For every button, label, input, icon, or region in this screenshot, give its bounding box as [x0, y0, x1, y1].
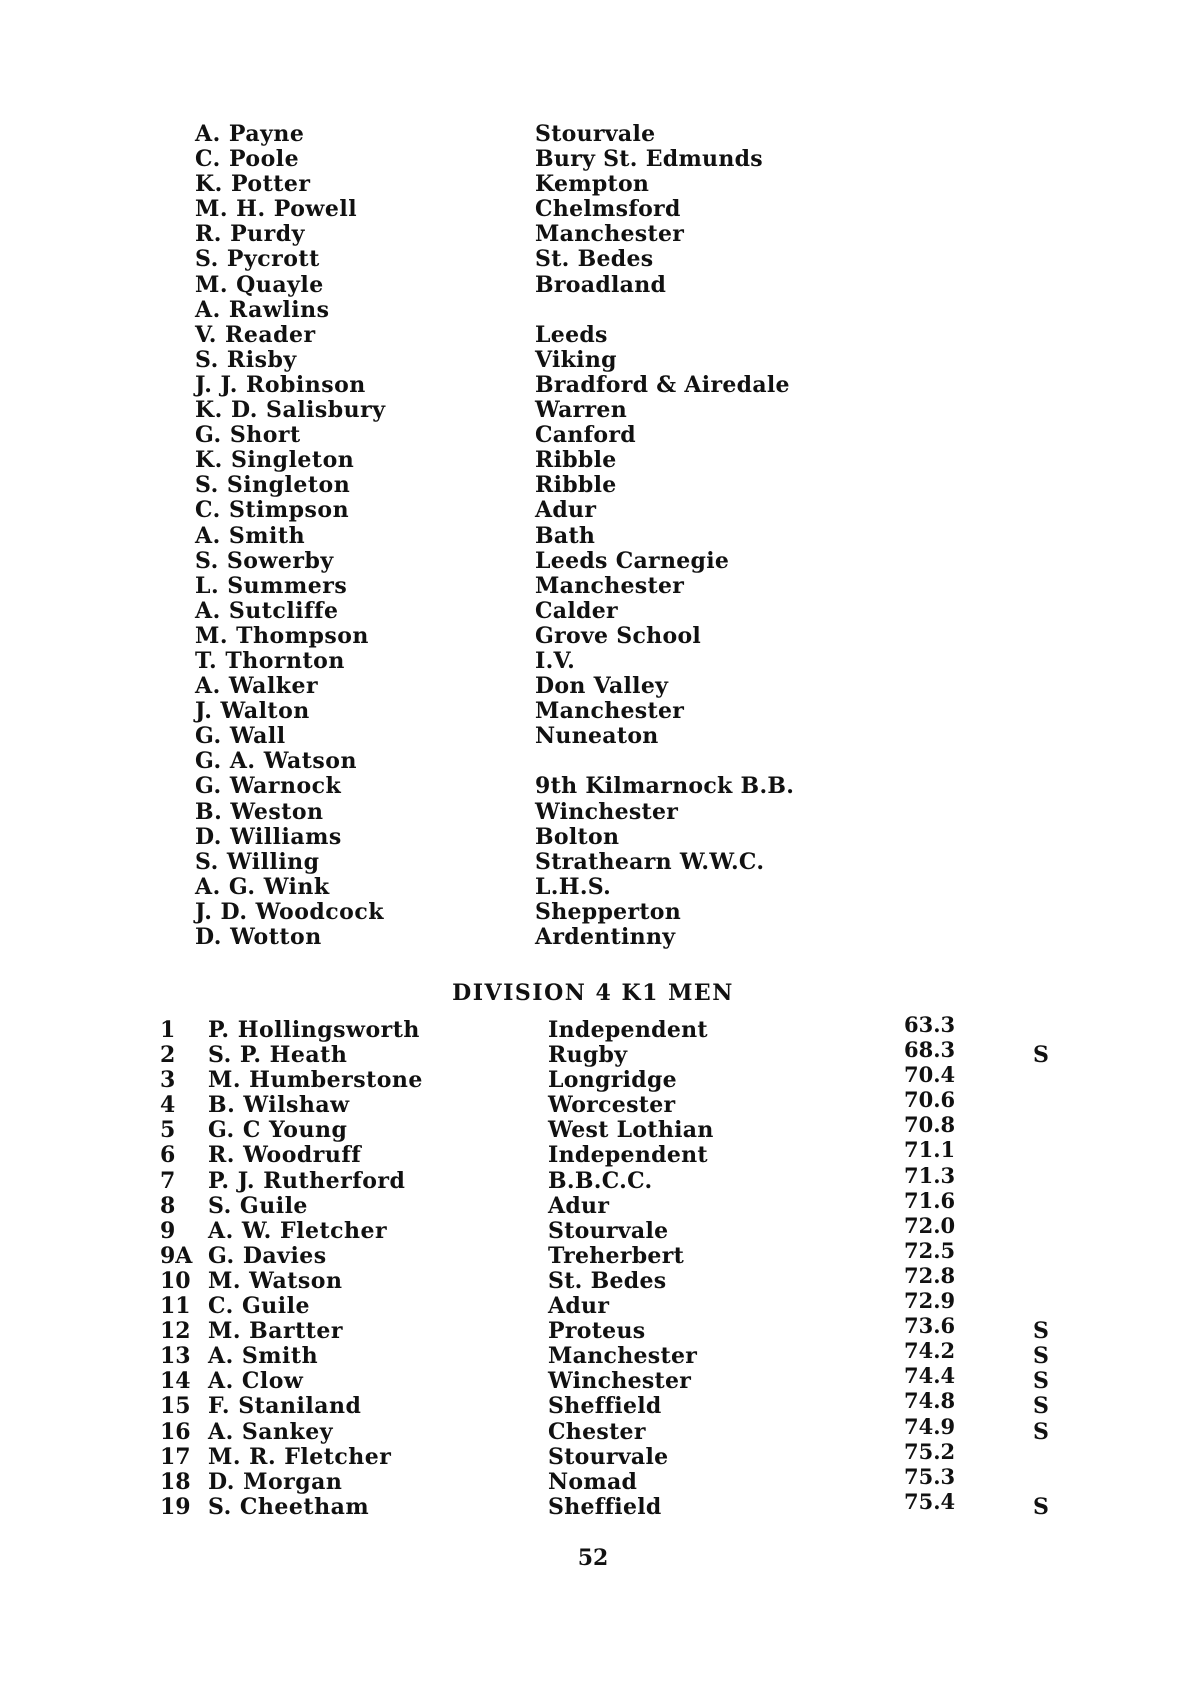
entrant-name: A. G. Wink	[195, 873, 330, 900]
result-time: 72.9	[904, 1288, 956, 1314]
entrant-name: B. Weston	[195, 798, 324, 825]
result-time: 74.8	[904, 1388, 956, 1414]
result-club: Chester	[548, 1418, 646, 1445]
entrant-name: C. Poole	[195, 146, 300, 173]
entrant-club: I.V.	[535, 647, 576, 674]
entrant-name: D. Wotton	[195, 924, 322, 950]
result-flag: S	[1033, 1418, 1049, 1445]
result-name: M. Humberstone	[208, 1067, 423, 1094]
entrant-club: L.H.S.	[535, 873, 612, 900]
result-name: M. Bartter	[208, 1318, 344, 1345]
entrant-name: G. Short	[195, 422, 301, 449]
result-position: 2	[160, 1042, 176, 1069]
entrant-name: C. Stimpson	[195, 497, 350, 524]
result-time: 71.3	[904, 1162, 956, 1188]
entrant-name: J. Walton	[195, 698, 310, 725]
entrant-name: M. H. Powell	[195, 196, 358, 223]
result-club: Sheffield	[548, 1393, 662, 1420]
result-club: West Lothian	[548, 1117, 714, 1144]
result-club: Winchester	[548, 1368, 692, 1395]
entrant-club: Leeds	[535, 321, 608, 348]
result-club: Manchester	[548, 1343, 698, 1370]
entrant-club: Ardentinny	[535, 924, 676, 950]
result-position: 6	[160, 1142, 176, 1169]
result-club: Adur	[548, 1192, 610, 1219]
result-club: Worcester	[548, 1092, 676, 1119]
result-name: P. J. Rutherford	[208, 1167, 406, 1194]
result-name: M. R. Fletcher	[208, 1443, 392, 1470]
result-time: 74.4	[904, 1363, 956, 1389]
result-time: 72.8	[904, 1262, 956, 1288]
result-name: G. C Young	[208, 1117, 348, 1144]
entrant-club: Strathearn W.W.C.	[535, 848, 765, 875]
entrant-name: M. Quayle	[195, 271, 324, 298]
entrant-name: K. Potter	[195, 171, 311, 198]
result-position: 5	[160, 1117, 176, 1144]
result-name: D. Morgan	[208, 1468, 343, 1495]
entrant-name: J. D. Woodcock	[195, 898, 384, 925]
entrant-club: Adur	[535, 497, 597, 524]
result-name: P. Hollingsworth	[208, 1017, 420, 1043]
result-club: Proteus	[548, 1318, 646, 1345]
entrant-name: R. Purdy	[195, 221, 305, 248]
result-time: 70.4	[904, 1062, 956, 1088]
result-club: Nomad	[548, 1468, 638, 1495]
entrant-club: Ribble	[535, 447, 617, 474]
entrant-name: K. Singleton	[195, 447, 355, 474]
entrant-name: V. Reader	[195, 321, 316, 348]
result-flag: S	[1033, 1493, 1049, 1520]
result-name: A. W. Fletcher	[208, 1217, 388, 1244]
entrant-name: M. Thompson	[195, 622, 369, 649]
result-position: 4	[160, 1092, 176, 1119]
page-number: 52	[577, 1545, 609, 1571]
entrant-club: Bury St. Edmunds	[535, 146, 763, 173]
result-name: C. Guile	[208, 1293, 310, 1320]
entrant-name: S. Risby	[195, 346, 297, 373]
entrant-name: K. D. Salisbury	[195, 397, 386, 424]
result-position: 12	[160, 1318, 191, 1345]
entrant-club: St. Bedes	[535, 246, 654, 273]
result-time: 74.9	[904, 1413, 956, 1439]
result-position: 19	[160, 1493, 191, 1520]
result-time: 72.5	[904, 1237, 956, 1263]
result-position: 1	[160, 1017, 176, 1043]
entrant-club: Manchester	[535, 572, 685, 599]
entrant-club: Broadland	[535, 271, 667, 298]
entrant-club: Leeds Carnegie	[535, 547, 730, 574]
result-name: G. Davies	[208, 1242, 327, 1269]
result-flag: S	[1033, 1318, 1049, 1345]
result-position: 16	[160, 1418, 191, 1445]
result-club: Treherbert	[548, 1242, 685, 1269]
division-heading: DIVISION 4 K1 MEN	[452, 980, 734, 1006]
result-position: 3	[160, 1067, 176, 1094]
result-club: Stourvale	[548, 1443, 669, 1470]
entrant-name: T. Thornton	[195, 647, 345, 674]
result-club: Independent	[548, 1017, 708, 1043]
result-name: S. P. Heath	[208, 1042, 348, 1069]
result-club: St. Bedes	[548, 1267, 667, 1294]
entrant-name: S. Singleton	[195, 472, 351, 499]
entrant-name: A. Sutcliffe	[195, 597, 339, 624]
result-position: 13	[160, 1343, 191, 1370]
result-name: M. Watson	[208, 1267, 343, 1294]
entrant-name: S. Pycrott	[195, 246, 320, 273]
result-time: 63.3	[904, 1012, 956, 1037]
result-time: 71.6	[904, 1187, 956, 1213]
result-position: 7	[160, 1167, 176, 1194]
entrant-name: G. Wall	[195, 723, 286, 750]
result-position: 9	[160, 1217, 176, 1244]
entrant-club: Calder	[535, 597, 618, 624]
entrant-name: G. A. Watson	[195, 748, 357, 775]
entrant-name: S. Sowerby	[195, 547, 334, 574]
entrant-name: G. Warnock	[195, 773, 342, 800]
result-time: 68.3	[904, 1037, 956, 1063]
entrant-club: Shepperton	[535, 898, 682, 925]
entrant-name: S. Willing	[195, 848, 320, 875]
entrant-club: Viking	[535, 346, 617, 373]
entrant-name: D. Williams	[195, 823, 342, 850]
result-position: 14	[160, 1368, 191, 1395]
entrant-club: Bath	[535, 522, 596, 549]
result-club: Longridge	[548, 1067, 677, 1094]
result-time: 70.8	[904, 1112, 956, 1138]
result-name: A. Sankey	[208, 1418, 334, 1445]
entrant-club: Kempton	[535, 171, 650, 198]
entrant-club: Manchester	[535, 221, 685, 248]
entrant-club: Winchester	[535, 798, 679, 825]
result-position: 9A	[160, 1242, 193, 1269]
result-flag: S	[1033, 1393, 1049, 1420]
result-club: Stourvale	[548, 1217, 669, 1244]
entrant-club: 9th Kilmarnock B.B.	[535, 773, 795, 800]
entrant-name: A. Smith	[195, 522, 306, 549]
result-name: A. Smith	[208, 1343, 319, 1370]
result-position: 10	[160, 1267, 191, 1294]
entrant-name: L. Summers	[195, 572, 348, 599]
entrant-club: Manchester	[535, 698, 685, 725]
result-name: R. Woodruff	[208, 1142, 362, 1169]
result-name: A. Clow	[208, 1368, 304, 1395]
entrant-club: Chelmsford	[535, 196, 681, 223]
result-flag: S	[1033, 1368, 1049, 1395]
entrant-club: Don Valley	[535, 673, 669, 700]
result-position: 18	[160, 1468, 191, 1495]
entrant-club: Grove School	[535, 622, 702, 649]
result-name: F. Staniland	[208, 1393, 362, 1420]
result-time: 73.6	[904, 1313, 956, 1339]
result-time: 75.3	[904, 1463, 956, 1489]
result-time: 72.0	[904, 1212, 956, 1238]
entrant-club: Stourvale	[535, 121, 656, 147]
entrant-name: J. J. Robinson	[195, 371, 366, 398]
result-club: Rugby	[548, 1042, 628, 1069]
entrant-club: Ribble	[535, 472, 617, 499]
result-flag: S	[1033, 1042, 1049, 1069]
result-club: B.B.C.C.	[548, 1167, 653, 1194]
entrant-club: Warren	[535, 397, 628, 424]
result-position: 15	[160, 1393, 191, 1420]
result-club: Adur	[548, 1293, 610, 1320]
result-time: 75.4	[904, 1488, 956, 1514]
entrant-club: Bradford & Airedale	[535, 371, 790, 398]
result-name: S. Cheetham	[208, 1493, 370, 1520]
result-position: 17	[160, 1443, 191, 1470]
result-position: 8	[160, 1192, 176, 1219]
result-flag: S	[1033, 1343, 1049, 1370]
entrant-name: A. Rawlins	[195, 296, 330, 323]
entrant-name: A. Walker	[195, 673, 319, 700]
entrant-club: Bolton	[535, 823, 620, 850]
result-name: S. Guile	[208, 1192, 308, 1219]
entrant-club: Nuneaton	[535, 723, 659, 750]
result-club: Sheffield	[548, 1493, 662, 1520]
result-club: Independent	[548, 1142, 708, 1169]
result-name: B. Wilshaw	[208, 1092, 350, 1119]
result-time: 71.1	[904, 1137, 956, 1163]
result-time: 74.2	[904, 1338, 956, 1364]
result-position: 11	[160, 1293, 191, 1320]
result-time: 70.6	[904, 1087, 956, 1113]
result-time: 75.2	[904, 1438, 956, 1464]
entrant-club: Canford	[535, 422, 636, 449]
entrant-name: A. Payne	[195, 121, 305, 147]
